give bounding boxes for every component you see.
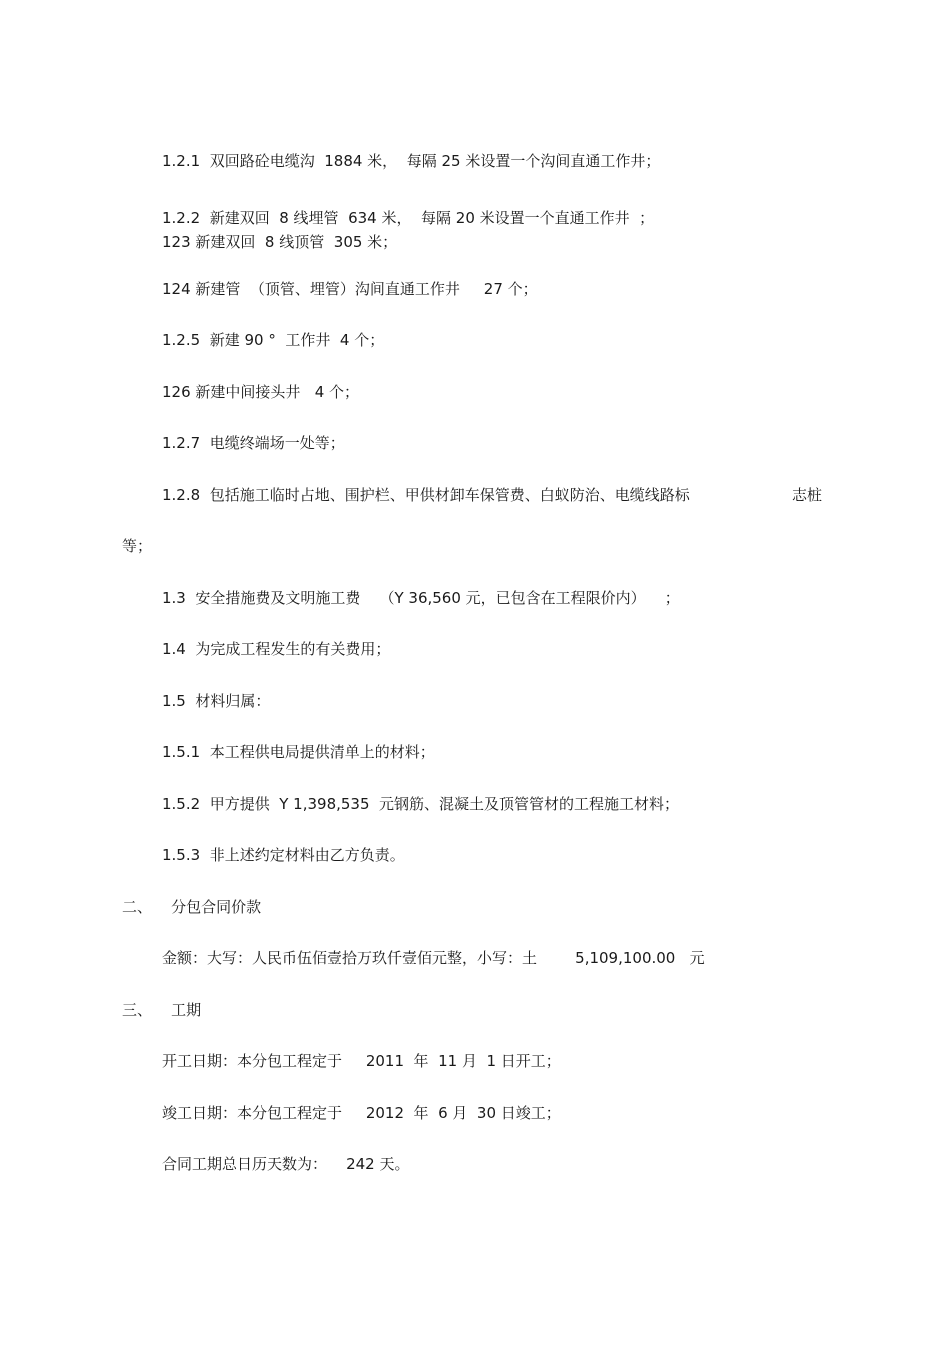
clause-1-4: 1.4 为完成工程发生的有关费用； [162, 640, 391, 658]
clause-1-2-7: 1.2.7 电缆终端场一处等； [162, 434, 345, 452]
clause-1-2-8-line2: 等； [122, 537, 153, 555]
start-date: 开工日期：本分包工程定于 2011 年 11 月 1 日开工； [162, 1052, 561, 1070]
clause-1-2-1: 1.2.1 双回路砼电缆沟 1884 米， 每隔 25 米设置一个沟间直通工作井； [162, 152, 661, 170]
clause-1-2-6: 126 新建中间接头井 4 个； [162, 383, 360, 401]
clause-1-5-2: 1.5.2 甲方提供 Y 1,398,535 元钢筋、混凝土及顶管管材的工程施工材料； [162, 795, 680, 813]
total-days: 合同工期总日历天数为： 242 天。 [162, 1155, 410, 1173]
clause-1-5: 1.5 材料归属： [162, 692, 271, 710]
section-3-heading: 三、 工期 [122, 1001, 202, 1019]
clause-1-2-3: 123 新建双回 8 线顶管 305 米； [162, 233, 398, 251]
clause-1-2-2: 1.2.2 新建双回 8 线埋管 634 米， 每隔 20 米设置一个直通工作井 ； [162, 209, 655, 227]
section-2-heading: 二、 分包合同价款 [122, 898, 262, 916]
contract-amount: 金额：大写：人民币伍佰壹拾万玖仟壹佰元整，小写：土 5,109,100.00 元 [162, 949, 705, 967]
clause-1-2-4: 124 新建管 （顶管、埋管）沟间直通工作井 27 个； [162, 280, 538, 298]
completion-date: 竣工日期：本分包工程定于 2012 年 6 月 30 日竣工； [162, 1104, 561, 1122]
clause-1-5-1: 1.5.1 本工程供电局提供清单上的材料； [162, 743, 435, 761]
clause-1-5-3: 1.5.3 非上述约定材料由乙方负责。 [162, 846, 405, 864]
clause-1-3: 1.3 安全措施费及文明施工费 （Y 36,560 元，已包含在工程限价内） ； [162, 589, 680, 607]
clause-1-2-8-text: 1.2.8 包括施工临时占地、围护栏、甲供材卸车保管费、白蚁防治、电缆线路标 [162, 486, 690, 504]
clause-1-2-8-tail: 志桩 [791, 486, 822, 504]
clause-1-2-5: 1.2.5 新建 90 ° 工作井 4 个； [162, 331, 385, 349]
clause-1-2-8-line1 [162, 485, 822, 505]
